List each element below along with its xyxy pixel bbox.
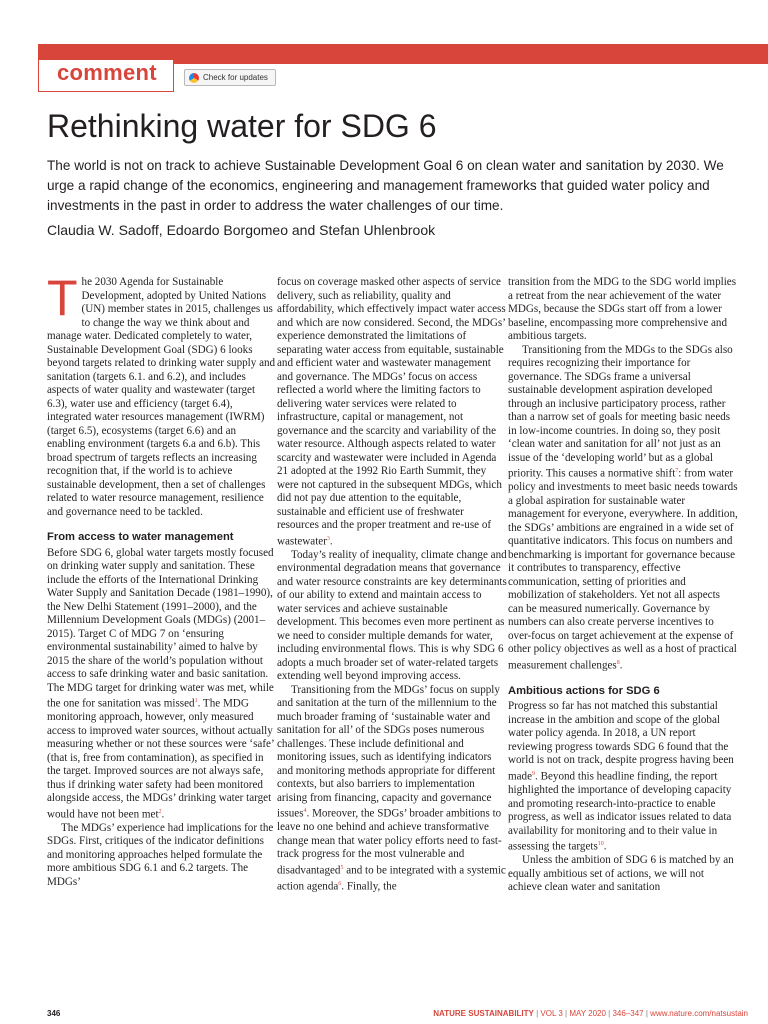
reference-link[interactable]: 3 [326,535,330,542]
paragraph-text: . The MDG monitoring approach, however, only measured access to improved water sources, without actually measuring whether or not these sources were ‘safe’ (that is, free from contamination), as specified in the target. Improved sources are not always safe, thus if drinking water safety had been monitored alongside access, the MDGs’ drinking water target would have not been met [47,697,274,821]
article-standfirst: The world is not on track to achieve Sustainable Development Goal 6 on clean water and sanitation by 2030. We urge a rapid change of the economics, engineering and management frameworks that guided water policy and investments in the past in order to address the water challenges of our time. [47,158,724,213]
paragraph-text: and to be integrated with a systemic action agenda [277,864,506,893]
section-label-box [38,60,174,92]
check-for-updates-label: Check for updates [203,73,268,82]
separator: | [605,1009,613,1018]
journal-name: NATURE SUSTAINABILITY [433,1009,534,1018]
paragraph-text: . Finally, the [341,880,397,893]
body-paragraph: transition from the MDG to the SDG world implies a retreat from the near achievement of the water MDGs, because the SDGs start off from a lower baseline, encompassing more comprehensive and ambitious targets. [508,276,737,342]
paragraph-text: . [619,659,623,672]
reference-link[interactable]: 10 [597,841,604,848]
journal-volume: VOL 3 [540,1009,563,1018]
reference-link[interactable]: 6 [338,881,342,888]
separator: | [533,1009,541,1018]
paragraph-text: . [603,840,607,853]
journal-date: MAY 2020 [569,1009,606,1018]
page-number: 346 [47,1009,61,1018]
separator: | [643,1009,651,1018]
paragraph-text: Transitioning from the MDGs to the SDGs also requires recognizing their importance for governance. The SDGs frame a universal sustainable development aspiration developed through an inclusive participatory process, rather than a narrow set of goals for meeting basic needs in low-income countries. In doing so, they posit ‘clean water and sanitation for all’ not just as an issue of the ‘developing world’ but as a global priority. This causes a normative shift [508,343,733,480]
section-heading: Ambitious actions for SDG 6 [508,684,660,697]
body-paragraph [277,276,507,549]
article-title: Rethinking water for SDG 6 [47,108,437,144]
section-label: comment [57,60,157,85]
paragraph-text: . Moreover, the SDGs’ broader ambitions to leave no one behind and achieve transformative change mean that water policy efforts need to fast-track progress for the most vulnerable and disadvantaged [277,807,502,877]
paragraph-text: . [329,535,333,548]
body-paragraph: Today’s reality of inequality, climate change and environmental degradation means that governance and water resource constraints are key determinants of our ability to extend and maintain access to water services and achieve sustainable development. This becomes even more pertinent as we need to consider multiple demands for water, including environmental flows. This is why SDG 6 adopts a much broader set of water-related targets extending well beyond improving access. [277,548,507,683]
paragraph-text: Transitioning from the MDGs’ focus on supply and sanitation at the turn of the millennium to the much broader framing of ‘sustainable water and sanitation for all’ of the SDGs poses numerous challenges. These include definitional and monitoring issues, such as identifying indicators and monitoring methods appropriate for different contexts, but also barriers to implementation arising from financing, capacity and governance issues [277,683,500,820]
paragraph-text: Before SDG 6, global water targets mostly focused on drinking water supply and sanitation. These include the efforts of the International Drinking Water Supply and Sanitation Decade (1981–1990), the New Delhi Statement (1991–2000), and the Millennium Development Goals (MDGs) (2001–2015). Target C of MDG 7 on ‘ensuring environmental sustainability’ aimed to halve by 2015 the share of the world’s population without access to safe drinking water and basic sanitation. The MDG target for drinking water was met, while the one for sanitation was missed [47,546,274,710]
separator: | [562,1009,570,1018]
article-authors: Claudia W. Sadoff, Edoardo Borgomeo and Stefan Uhlenbrook [47,222,436,238]
update-check-icon [189,73,199,83]
body-paragraph [277,684,507,895]
body-paragraph [508,700,738,854]
reference-link[interactable]: 7 [675,468,679,474]
body-paragraph: The MDGs’ experience had implications for the SDGs. First, critiques of the indicator definitions and monitoring approaches helped formulate the more ambitious SDG 6.1 and 6.2 targets. The MDGs’ [47,821,274,888]
journal-citation [433,1009,748,1018]
body-paragraph [47,270,277,519]
reference-link[interactable]: 9 [532,770,536,777]
drop-cap: T [47,270,78,326]
reference-link[interactable]: 4 [303,808,307,815]
paragraph-text: : from water policy and investments to meet basic needs towards a global aspiration for sustainable water management for everyone, everywhere. In addition, the SDGs’ ambitions are engrained in a wide set of quantitative indicators. This focus on numbers and benchmarking is important for governance because it contributes to transparency, effective communication, setting of priorities and mobilization of stakeholders. Yet not all aspects can be measured numerically. Governance by numbers can also create perverse incentives to over-focus on target achievement at the expense of other policy objectives as well as a host of practical measurement challenges [508,467,738,672]
text-column-2 [277,276,507,894]
check-for-updates-button[interactable] [184,69,276,86]
text-column-1 [47,270,277,889]
body-paragraph [47,547,277,822]
reference-link[interactable]: 8 [616,659,620,666]
journal-url-link[interactable]: www.nature.com/natsustain [650,1009,748,1018]
body-paragraph [508,344,738,673]
body-paragraph: Unless the ambition of SDG 6 is matched by an equally ambitious set of actions, we will not achieve clean water and sanitation [508,854,734,894]
reference-link[interactable]: 2 [158,808,162,815]
paragraph-text: . Beyond this headline finding, the report highlighted the importance of developing capacity and promoting research-into-practice to enable progress, as well as indicator issues related to data availability for monitoring and to their value in assessing the targets [508,770,732,853]
paragraph-text: focus on coverage masked other aspects of service delivery, such as reliability, quality and affordability, which effectively impact water access and which are now considered. Second, the MDGs’ experience demonstrated the limitations of separating water access from equitable, sustainable and efficient water and wastewater management and governance. The MDGs’ focus on access reflected a world where the limiting factors to delivering water services were related to infrastructure, capital or management, not governance and the scarcity and variability of the water resource. Although aspects related to water scarcity and wastewater were included in Agenda 21 adopted at the 1992 Rio Earth Summit, they were not captured in the subsequent MDGs, which did not pay due attention to the equitable, sustainable and efficient use of freshwater resources and the proper treatment and re-use of wastewater [277,276,506,548]
paragraph-text: . [161,808,165,821]
reference-link[interactable]: 5 [340,864,344,871]
section-heading: From access to water management [47,531,234,543]
journal-pages: 346–347 [612,1009,644,1018]
text-column-3 [508,276,738,895]
reference-link[interactable]: 1 [194,698,198,704]
paragraph-text: he 2030 Agenda for Sustainable Development, adopted by United Nations (UN) member states in 2015, challenges us to change the way we think about and manage water. Dedicated completely to water, Sustainable Development Goal (SDG) 6 looks beyond targets related to drinking water supply and sanitation (targets 6.1. and 6.2), and includes aspects of water quality and wastewater (target 6.3), water use and efficiency (target 6.4), integrated water resources management (IWRM) (target 6.5), ecosystems (target 6.6) and an enabling environment (targets 6.a and 6.b). This broad spectrum of targets reflects an increasing recognition that, if the world is to achieve sustainable development, then a set of challenges related to water resource management, resilience and governance need to be tackled. [47,276,276,518]
paragraph-text: Progress so far has not matched this substantial increase in the ambition and scope of the global water policy agenda. In 2018, a UN report reviewing progress towards SDG 6 found that the world is not on track, despite progress having been made [508,700,734,783]
